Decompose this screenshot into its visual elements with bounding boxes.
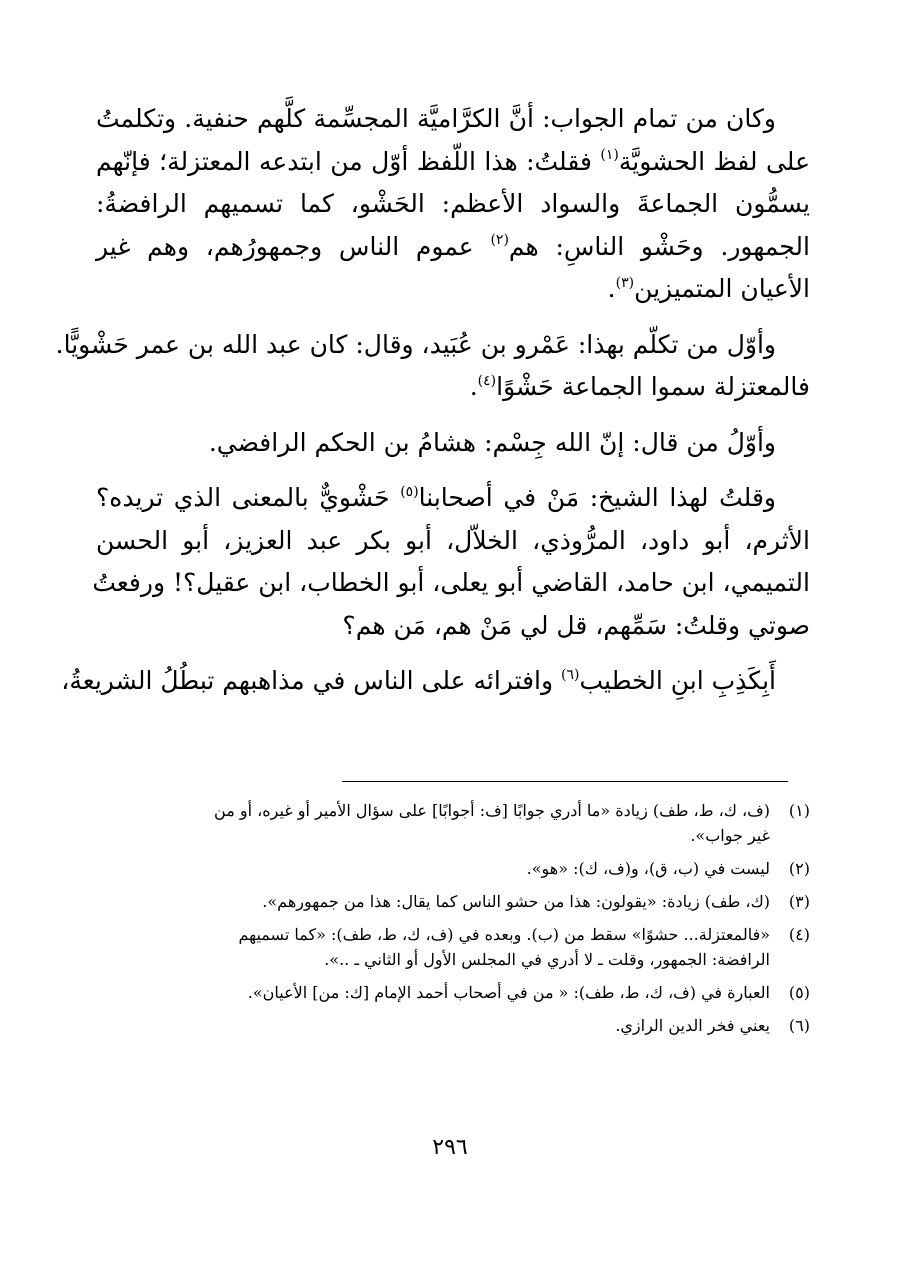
text-segment: عموم الناس وجمهورُهم، وهم غير [96, 231, 491, 261]
footnote-2 [96, 856, 810, 881]
paragraph-1 [96, 98, 810, 311]
paragraph-4 [92, 477, 810, 647]
footnote-4 [96, 922, 810, 972]
footnote-text [96, 889, 770, 914]
text-line [96, 226, 810, 269]
footnote-marker: (٥) [400, 483, 419, 500]
footnote-text [96, 922, 770, 972]
footnote-3 [96, 889, 810, 914]
text-line [61, 660, 810, 703]
text-line [96, 268, 810, 311]
footnote-text [96, 980, 770, 1005]
text-segment: وافترائه على الناس في مذاهبهم تبطُلُ الشريعةُ، [61, 666, 562, 695]
footnote-line: يعني فخر الدين الرازي. [615, 1016, 770, 1035]
page-body [55, 98, 811, 1258]
footnote-line: (ك، طف) زيادة: «يقولون: هذا من حشو الناس كما يقال: هذا من جمهورهم». [262, 892, 770, 911]
paragraph-5 [61, 660, 810, 703]
paragraph-3 [96, 422, 810, 465]
footnote-1 [96, 798, 810, 848]
footnote-marker: (٦) [561, 666, 580, 683]
footnote-line: ليست في (ب، ق)، و(ف، ك): «هو». [526, 859, 770, 878]
footnote-line: غير جواب». [690, 826, 770, 845]
footnotes [96, 798, 810, 1046]
footnote-marker: (٣) [615, 274, 635, 291]
text-line: صوتي وقلتُ: سَمِّهم، قل لي مَنْ هم، مَن هم؟ [342, 610, 810, 640]
paragraph-2 [55, 324, 810, 409]
text-segment: فقلتُ: هذا اللّفظ أوّل من ابتدعه المعتزلة؛ فإنّهم [96, 146, 601, 176]
text-segment: وقلتُ لهذا الشيخ: مَنْ في أصحابنا [418, 483, 776, 512]
text-line: وأوّل من تكلّم بهذا: عَمْرو بن عُبَيد، وقال: كان عبد الله بن عمر حَشْويًّا. [55, 329, 776, 359]
footnote-number: (١) [788, 801, 810, 820]
footnote-line: العبارة في (ف، ك، ط، طف): « من في أصحاب أحمد الإمام [ك: من] الأعيان». [247, 983, 770, 1002]
footnote-text [96, 1013, 770, 1038]
text-segment: حَشْويٌّ بالمعنى الذي تريده؟ [96, 483, 401, 512]
text-line: يسمُّون الجماعةَ والسواد الأعظم: الحَشْو، كما تسميهم الرافضةُ: [96, 189, 810, 218]
text-line [96, 366, 810, 409]
footnote-number: (٦) [788, 1016, 810, 1035]
text-segment: فالمعتزلة سموا الجماعة حَشْوًا [496, 372, 810, 401]
footnote-line: «فالمعتزلة... حشوًا» سقط من (ب). وبعده في (ف، ك، ط، طف): «كما تسميهم [238, 925, 770, 944]
text-segment: على لفظ الحشويَّة [618, 146, 811, 176]
page-number: ٢٩٦ [432, 1135, 468, 1160]
text-segment: . [469, 372, 478, 401]
footnote-marker: (١) [600, 147, 619, 164]
text-line: وأوّلُ من قال: إنّ الله جِسْم: هشامُ بن الحكم الرافضي. [208, 427, 776, 457]
text-line: وكان من تمام الجواب: أنَّ الكرَّاميَّة المجسِّمة كلَّهم حنفية. وتكلمتُ [96, 104, 776, 133]
text-segment: الأعيان المتميزين [634, 274, 810, 303]
footnote-number: (٤) [788, 925, 810, 944]
text-segment: الجمهور. وحَشْو الناسِ: هم [508, 231, 810, 261]
text-segment: أَبِكَذِبِ ابنِ الخطيب [579, 666, 776, 695]
text-line: الأثرم، أبو داود، المرُّوذي، الخلاّل، أبو بكر عبد العزيز، أبو الحسن [96, 525, 810, 555]
text-line [96, 477, 810, 520]
text-line [96, 141, 810, 184]
footnote-text [96, 798, 770, 848]
footnote-line: (ف، ك، ط، طف) زيادة «ما أدري جوابًا [ف: أجوابًا] على سؤال الأمير أو غيره، أو من [214, 801, 770, 820]
footnote-line: الرافضة: الجمهور، وقلت ـ لا أدري في المجلس الأول أو الثاني ـ ..». [324, 950, 770, 969]
footnote-marker: (٢) [490, 232, 509, 249]
footnote-text [96, 856, 770, 881]
footnote-number: (٥) [788, 983, 810, 1002]
footnote-5 [96, 980, 810, 1005]
text-line: التميمي، ابن حامد، القاضي أبو يعلى، أبو الخطاب، ابن عقيل؟! ورفعتُ [92, 568, 810, 597]
footnote-marker: (٤) [477, 372, 497, 389]
footnote-number: (٢) [788, 859, 810, 878]
footnote-number: (٣) [788, 892, 810, 911]
footnote-divider [342, 781, 788, 782]
text-segment: . [607, 274, 616, 303]
footnote-6 [96, 1013, 810, 1038]
